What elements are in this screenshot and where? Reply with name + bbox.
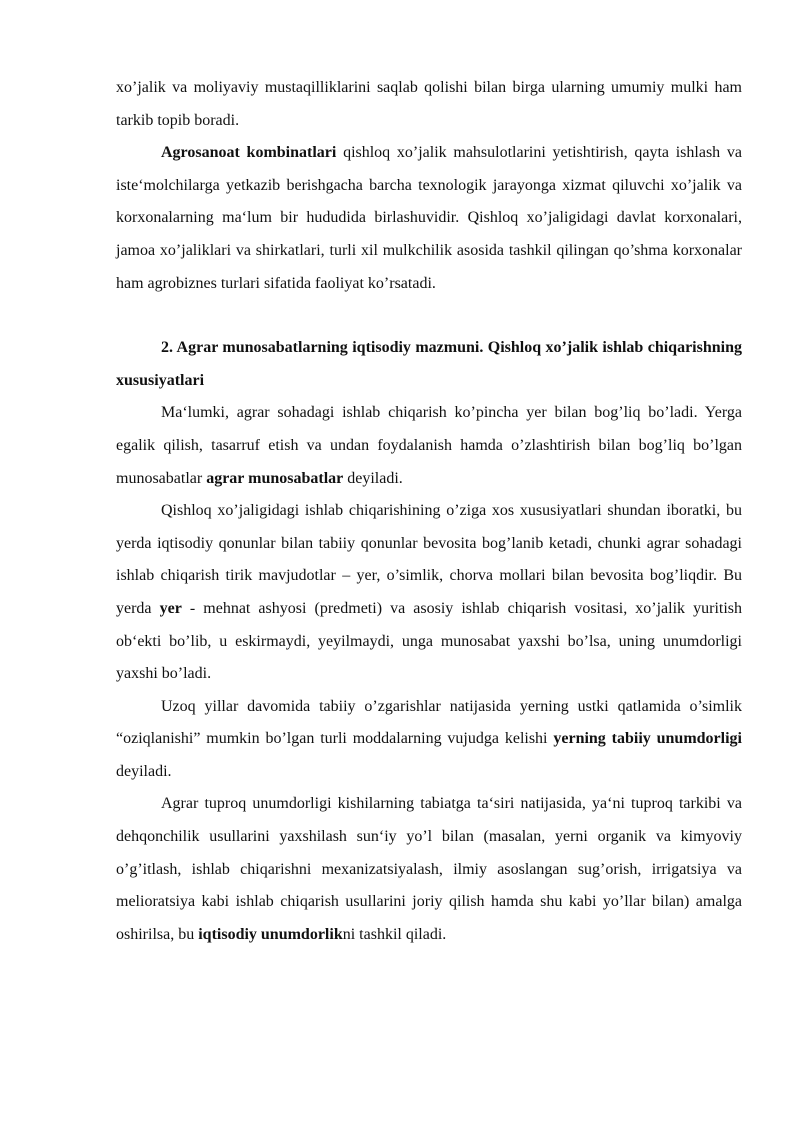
paragraph-text: - mehnat ashyosi (predmeti) va asosiy ishlab chiqarish vositasi, xo’jalik yuritish ob‘ekti bo’lib, u eskirmaydi, yeyilmaydi, unga munosabat yaxshi bo’lsa, uning unumdorligi yaxshi bo’ladi. <box>116 599 743 683</box>
paragraph-text: Qishloq xo’jaligidagi ishlab chiqarishining o’ziga xos xususiyatlari shundan iboratki, bu yerda iqtisodiy qonunlar bilan tabiiy qonunlar bevosita bog’lanib ketadi, chunki agrar sohadagi ishlab chiqarish tirik mavjudotlar – yer, o’simlik, chorva mollari bilan bevosita bog’liqdir. Bu yerda <box>116 502 742 617</box>
paragraph-text: deyiladi. <box>343 469 403 487</box>
section-spacer <box>116 300 742 332</box>
term-bold: Agrosanoat kombinatlari <box>161 144 337 162</box>
paragraph-xususiyatlar <box>116 495 742 691</box>
document-page <box>116 72 742 951</box>
paragraph-text: xo’jalik va moliyaviy mustaqilliklarini saqlab qolishi bilan birga ularning umumiy mulki ham tarkib topib boradi. <box>116 79 742 129</box>
paragraph-text: deyiladi. <box>116 762 172 780</box>
paragraph-agrosanoat <box>116 137 742 300</box>
term-bold: yer <box>159 599 182 617</box>
paragraph-text: Uzoq yillar davomida tabiiy o’zgarishlar natijasida yerning ustki qatlamida o’simlik “oziqlanishi” mumkin bo’lgan turli moddalarning vujudga kelishi <box>116 697 742 748</box>
section-heading: 2. Agrar munosabatlarning iqtisodiy mazmuni. Qishloq xo’jalik ishlab chiqarishning xususiyatlari <box>116 339 742 389</box>
paragraph-agrar-munosabatlar <box>116 397 742 495</box>
paragraph-text: Agrar tuproq unumdorligi kishilarning tabiatga ta‘siri natijasida, ya‘ni tuproq tarkibi va dehqonchilik usullarini yaxshilash sun‘iy yo’l bilan (masalan, yerni organik va kimyoviy o’g’itlash, ishlab chiqarishni mexanizatsiyalash, ilmiy asoslangan sug’orish, irrigatsiya va melioratsiya kabi ishlab chiqarish usullarini joriy qilish hamda shu kabi yo’llar bilan) amalga oshirilsa, bu <box>116 795 742 943</box>
paragraph-iqtisodiy-unumdorlik <box>116 788 742 951</box>
term-bold: agrar munosabatlar <box>206 469 344 487</box>
term-bold: yerning tabiiy unumdorligi <box>553 730 742 748</box>
paragraph-text: ni tashkil qiladi. <box>342 925 447 943</box>
term-bold: iqtisodiy unumdorlik <box>198 925 343 943</box>
paragraph-tabiiy-unumdorlik <box>116 691 742 789</box>
paragraph-continuation <box>116 72 742 137</box>
paragraph-text: qishloq xo’jalik mahsulotlarini yetishtirish, qayta ishlash va iste‘molchilarga yetkazib berishgacha barcha texnologik jarayonga xizmat qiluvchi xo’jalik va korxonalarning ma‘lum bir hududida birlashuvidir. Qishloq xo’jaligidagi davlat korxonalari, jamoa xo’jaliklari va shirkatlari, turli xil mulkchilik asosida tashkil qilingan qo’shma korxonalar ham agrobiznes turlari sifatida faoliyat ko’rsatadi. <box>116 144 743 292</box>
paragraph-text: Ma‘lumki, agrar sohadagi ishlab chiqarish ko’pincha yer bilan bog’liq bo’ladi. Yerga egalik qilish, tasarruf etish va undan foydalanish hamda o’zlashtirish bilan bog’liq bo’lgan munosabatlar <box>116 404 742 487</box>
